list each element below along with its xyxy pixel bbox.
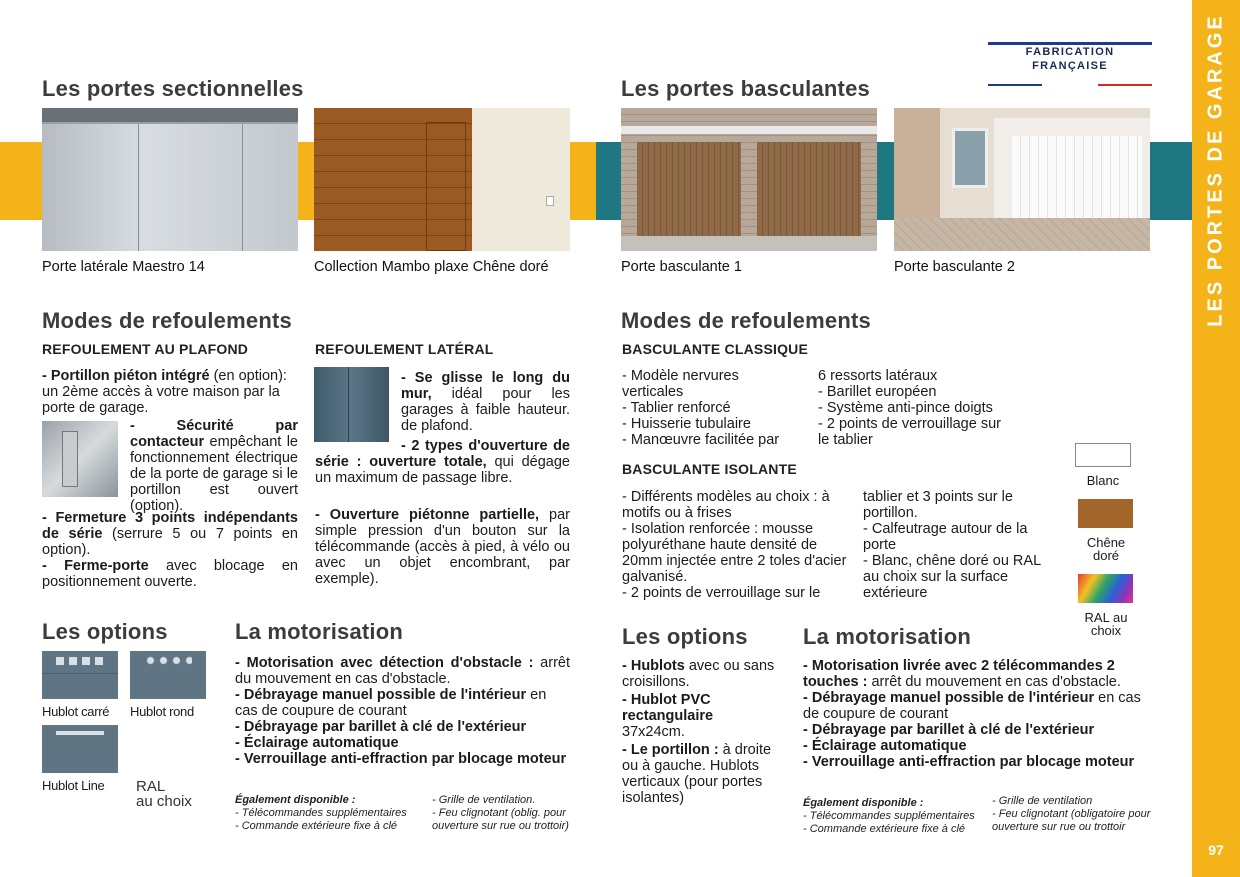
also-right-2 [992, 795, 1177, 834]
classique-b4: - 2 points de verrouillage sur [818, 416, 1001, 432]
ral-label [136, 779, 192, 809]
lateral-p2 [315, 438, 570, 486]
plafond-p1-bold: - Portillon piéton intégré [42, 368, 210, 384]
plafond-p2-bold: - Sécurité par contacteur [130, 418, 298, 450]
sidebar-title: LES PORTES DE GARAGE [1204, 13, 1227, 327]
classique-a5: - Manœuvre facilitée par [622, 432, 780, 448]
also-left-item3: - Grille de ventilation. [432, 794, 536, 806]
photo-contacteur [42, 421, 118, 497]
plafond-p4-bold: - Ferme-porte [42, 558, 149, 574]
classique-col-a [622, 368, 812, 448]
also-left-1 [235, 794, 425, 833]
options-right-text [622, 658, 787, 806]
page-number: 97 [1208, 842, 1224, 858]
isolante-a1: - Différents modèles au choix : à motifs ou à frises [622, 489, 830, 521]
motor-left-text [235, 655, 570, 767]
also-left-item4: - Feu clignotant (oblig. pour [432, 807, 566, 819]
lateral-p1 [401, 370, 570, 434]
plafond-p3 [42, 510, 298, 558]
photo-basculante-2 [894, 108, 1150, 251]
motor-left-l2-bold: - Débrayage manuel possible de l'intérieur [235, 687, 527, 703]
options-title-left: Les options [42, 619, 168, 644]
lateral-p3-bold: - Ouverture piétonne partielle, [315, 507, 540, 523]
motor-left-l1-rest: arrêt du mouvement en cas d'obstacle. [235, 655, 571, 687]
caption-basculante-1: Porte basculante 1 [621, 259, 742, 275]
photo-lateral [314, 367, 389, 442]
section-title-sectionnelles: Les portes sectionnelles [42, 76, 304, 101]
motor-left-l5: - Verrouillage anti-effraction par blocage moteur [235, 751, 567, 767]
also-right-item1: - Télécommandes supplémentaires [803, 810, 975, 822]
also-right-item4: - Feu clignotant (obligatoire pour [992, 808, 1151, 820]
swatch-chene-label1: Chêne [1086, 535, 1126, 550]
ral-label-line2: au choix [136, 793, 192, 810]
modes-title-right: Modes de refoulements [621, 308, 871, 333]
classique-b2: - Barillet européen [818, 384, 937, 400]
motor-right-l5: - Verrouillage anti-effraction par blocage moteur [803, 754, 1135, 770]
photo-maestro [42, 108, 298, 251]
photo-basculante-1 [621, 108, 877, 251]
motor-right-l1-rest: arrêt du mouvement en cas d'obstacle. [867, 674, 1121, 690]
swatch-chene [1078, 499, 1133, 528]
motor-right-text [803, 658, 1159, 770]
section-title-basculantes: Les portes basculantes [621, 76, 870, 101]
also-right-1 [803, 797, 993, 836]
also-left-2 [432, 794, 582, 833]
hublot-rond-image [130, 651, 206, 699]
swatch-ral [1078, 574, 1133, 603]
motor-right-l2-rest: en cas de coupure de courant [803, 690, 1141, 722]
caption-basculante-2: Porte basculante 2 [894, 259, 1015, 275]
french-flag-badge [988, 42, 1152, 72]
classique-b1: 6 ressorts latéraux [818, 368, 938, 384]
swatch-chene-label [1075, 536, 1137, 562]
caption-maestro: Porte latérale Maestro 14 [42, 259, 205, 275]
motor-left-l3: - Débrayage par barillet à clé de l'extérieur [235, 719, 527, 735]
hublot-line-label: Hublot Line [42, 778, 105, 793]
swatch-ral-label [1075, 611, 1137, 637]
motor-right-l4: - Éclairage automatique [803, 738, 967, 754]
swatch-ral-label1: RAL au [1084, 610, 1128, 625]
plafond-p4-rest: avec blocage en positionnement ouverte. [42, 558, 298, 590]
sub-lateral: REFOULEMENT LATÉRAL [315, 341, 494, 357]
sub-classique: BASCULANTE CLASSIQUE [622, 341, 809, 357]
also-right-item2: - Commande extérieure fixe à clé [803, 823, 966, 835]
opt-right-l3-rest: à droite ou à gauche. Hublots verticaux (pour portes isolantes) [622, 742, 772, 806]
classique-a4: - Huisserie tubulaire [622, 416, 751, 432]
sub-plafond: REFOULEMENT AU PLAFOND [42, 341, 249, 357]
also-left-item2: - Commande extérieure fixe à clé [235, 820, 398, 832]
also-right-item5: ouverture sur rue ou trottoir [992, 821, 1126, 833]
lateral-p1-bold: - Se glisse le long du mur, [401, 370, 570, 402]
lateral-p2-bold: - 2 types d'ouverture de série : ouverture totale, [315, 438, 570, 470]
opt-right-l1-bold: - Hublots [622, 658, 685, 674]
motor-left-l1-bold: - Motorisation avec détection d'obstacle : [235, 655, 534, 671]
opt-right-l3-bold: - Le portillon : [622, 742, 719, 758]
also-right-title: Également disponible : [803, 797, 924, 809]
also-left-item5: ouverture sur rue ou trottoir) [432, 820, 569, 832]
plafond-p2-rest: empêchant le fonctionnement électrique de la porte de garage si le portillon est ouvert (option). [130, 434, 298, 514]
swatch-blanc [1075, 443, 1131, 467]
also-left-title: Également disponible : [235, 794, 356, 806]
motor-right-l2-bold: - Débrayage manuel possible de l'intérieur [803, 690, 1095, 706]
lateral-p3 [315, 507, 570, 587]
plafond-p2 [130, 418, 298, 514]
isolante-b2: - Calfeutrage autour de la porte [863, 521, 1028, 553]
motor-right-l1-bold: - Motorisation livrée avec 2 télécommandes 2 touches : [803, 658, 1115, 690]
lateral-p2-rest: qui dégage un maximum de passage libre. [315, 454, 571, 486]
ral-label-line1: RAL [136, 778, 166, 795]
classique-b3: - Système anti-pince doigts [818, 400, 993, 416]
classique-a2: verticales [622, 384, 684, 400]
photo-mambo [314, 108, 570, 251]
classique-a3: - Tablier renforcé [622, 400, 731, 416]
modes-title-left: Modes de refoulements [42, 308, 292, 333]
isolante-col-a [622, 489, 847, 601]
classique-col-b [818, 368, 1048, 448]
plafond-p1-rest: (en option): un 2ème accès à votre maison par la porte de garage. [42, 368, 287, 416]
motor-left-l2-rest: en cas de coupure de courant [235, 687, 547, 719]
plafond-p4 [42, 558, 298, 590]
also-right-item3: - Grille de ventilation [992, 795, 1093, 807]
isolante-b1: tablier et 3 points sur le portillon. [863, 489, 1013, 521]
plafond-p1 [42, 368, 298, 416]
motor-title-left: La motorisation [235, 619, 404, 644]
hublot-rond-label: Hublot rond [130, 704, 194, 719]
classique-a1: - Modèle nervures [622, 368, 739, 384]
badge-text: FABRICATION FRANÇAISE [1025, 46, 1115, 72]
hublot-line-image [42, 725, 118, 773]
swatch-blanc-label: Blanc [1086, 473, 1120, 488]
caption-mambo: Collection Mambo plaxe Chêne doré [314, 259, 549, 275]
options-title-right: Les options [622, 624, 748, 649]
opt-right-l1-rest: avec ou sans croisillons. [622, 658, 775, 690]
isolante-a3: - 2 points de verrouillage sur le [622, 585, 821, 601]
isolante-a2: - Isolation renforcée : mousse polyuréthane haute densité de 20mm injectée entre 2 toles d'acier galvanisé. [622, 521, 847, 585]
motor-right-l3: - Débrayage par barillet à clé de l'extérieur [803, 722, 1095, 738]
swatch-ral-label2: choix [1090, 623, 1122, 638]
lateral-p1-rest: idéal pour les garages à faible hauteur. de plafond. [401, 386, 570, 434]
motor-left-l4: - Éclairage automatique [235, 735, 399, 751]
hublot-carre-label: Hublot carré [42, 704, 110, 719]
opt-right-l2-rest: 37x24cm. [622, 724, 685, 740]
hublot-carre-image [42, 651, 118, 699]
sub-isolante: BASCULANTE ISOLANTE [622, 461, 797, 477]
also-left-item1: - Télécommandes supplémentaires [235, 807, 407, 819]
isolante-col-b [863, 489, 1053, 601]
plafond-p3-bold: - Fermeture 3 points indépendants de série [42, 510, 298, 542]
motor-title-right: La motorisation [803, 624, 972, 649]
swatch-chene-label2: doré [1092, 548, 1120, 563]
lateral-p3-rest: par simple pression d'un bouton sur la télécommande (accès à pied, à vélo ou avec un objet encombrant, par exemple). [315, 507, 570, 587]
plafond-p3-rest: (serrure 5 ou 7 points en option). [42, 526, 298, 558]
classique-b5: le tablier [818, 432, 873, 448]
opt-right-l2-bold: - Hublot PVC rectangulaire [622, 692, 714, 724]
isolante-b3: - Blanc, chêne doré ou RAL au choix sur la surface extérieure [863, 553, 1041, 601]
